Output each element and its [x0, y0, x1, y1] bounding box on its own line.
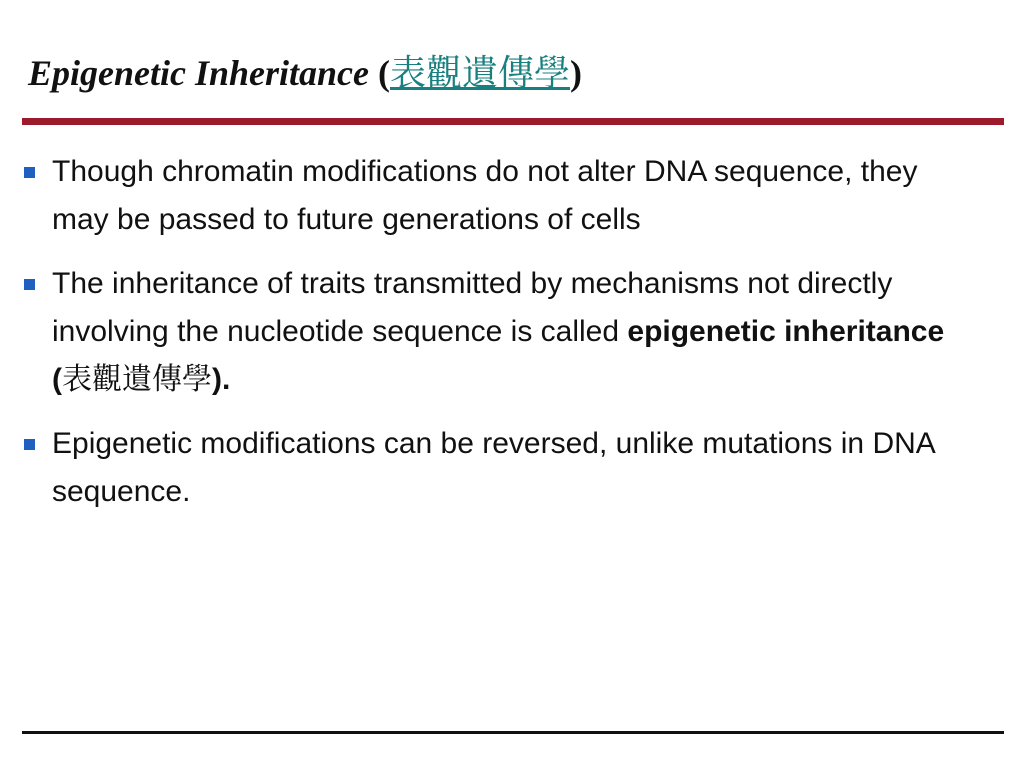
bullet-text: Epigenetic modifications can be reversed, unlike mutations in DNA sequence. — [52, 427, 935, 508]
bullet-text: The inheritance of traits transmitted by mechanisms not directly involving the nucleotide sequence is called — [52, 267, 893, 348]
slide-title — [28, 48, 582, 99]
bullet-item — [22, 420, 982, 516]
bold-term: epigenetic inheritance ( — [52, 315, 945, 396]
footer-divider — [22, 731, 1004, 734]
bullet-text: Though chromatin modifications do not alter DNA sequence, they may be passed to future generations of cells — [52, 155, 918, 236]
square-bullet-icon — [24, 279, 35, 290]
bullet-item — [22, 148, 982, 244]
title-open-paren: ( — [378, 53, 390, 93]
square-bullet-icon — [24, 439, 35, 450]
bold-term-cjk: 表觀遺傳學 — [62, 362, 212, 397]
title-close-paren: ) — [570, 53, 583, 93]
bullet-item — [22, 260, 982, 404]
square-bullet-icon — [24, 167, 35, 178]
title-divider — [22, 118, 1004, 125]
bold-term-end: ). — [212, 363, 231, 396]
title-cjk-link[interactable]: 表觀遺傳學 — [390, 53, 571, 94]
title-text: Epigenetic Inheritance — [28, 53, 369, 93]
bullet-list — [22, 148, 982, 532]
